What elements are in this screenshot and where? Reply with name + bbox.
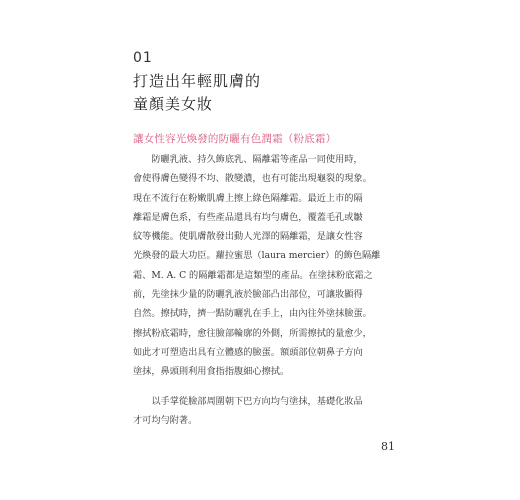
paragraph-line: 防曬乳液、持久飾底乳、隔離霜等產品一同使用時， [133,154,363,165]
paragraph-line: 以手掌從臉部周圍朝下巴方向均勻塗抹，基礎化妝品 [133,395,363,407]
chapter-title [133,70,261,116]
page-number: 81 [381,440,395,453]
chapter-title-line: 童顏美女妝 [133,95,214,113]
paragraph-line: 霜、M. A. C 的隔離霜都是這類型的產品。在塗抹粉底霜之 [133,269,373,281]
paragraph-line: 塗抹，鼻頭則利用食指指腹細心擦拭。 [133,366,290,378]
chapter-number: 01 [133,50,153,66]
chapter-title-line: 打造出年輕肌膚的 [133,72,262,90]
paragraph-gap [133,382,393,392]
paragraph-line: 如此才可塑造出具有立體感的臉蛋。額頭部位朝鼻子方向 [133,346,363,358]
paragraph-line: 擦拭粉底霜時，愈往臉部輪廓的外側，所需擦拭的量愈少， [133,327,372,339]
paragraph-line: 離霜是膚色系，有些產品還具有均勻膚色，覆蓋毛孔或皺 [133,211,363,223]
paragraph-line: 紋等機能。使肌膚散發出動人光澤的隔離霜，是讓女性容 [133,231,363,243]
paragraph-line: 自然。擦拭時，擠一點防曬乳在手上，由內往外塗抹臉蛋。 [133,308,372,320]
section-heading: 讓女性容光煥發的防曬有色潤霜（粉底霜） [133,133,337,145]
paragraph-line: 光煥發的最大功臣。蘿拉蜜思（laura mercier）的飾色隔離 [133,250,381,262]
paragraph-line: 現在不流行在粉嫩肌膚上擦上綠色隔離霜。最近上市的隔 [133,192,363,204]
paragraph-line: 前，先塗抹少量的防曬乳液於臉部凸出部位，可讓妝顯得 [133,289,363,301]
body-text [133,150,393,430]
paragraph-line: 會使得膚色變得不均、散變濃，也有可能出現龜裂的現象。 [133,173,372,185]
paragraph-line: 才可均勻附著。 [133,414,198,426]
